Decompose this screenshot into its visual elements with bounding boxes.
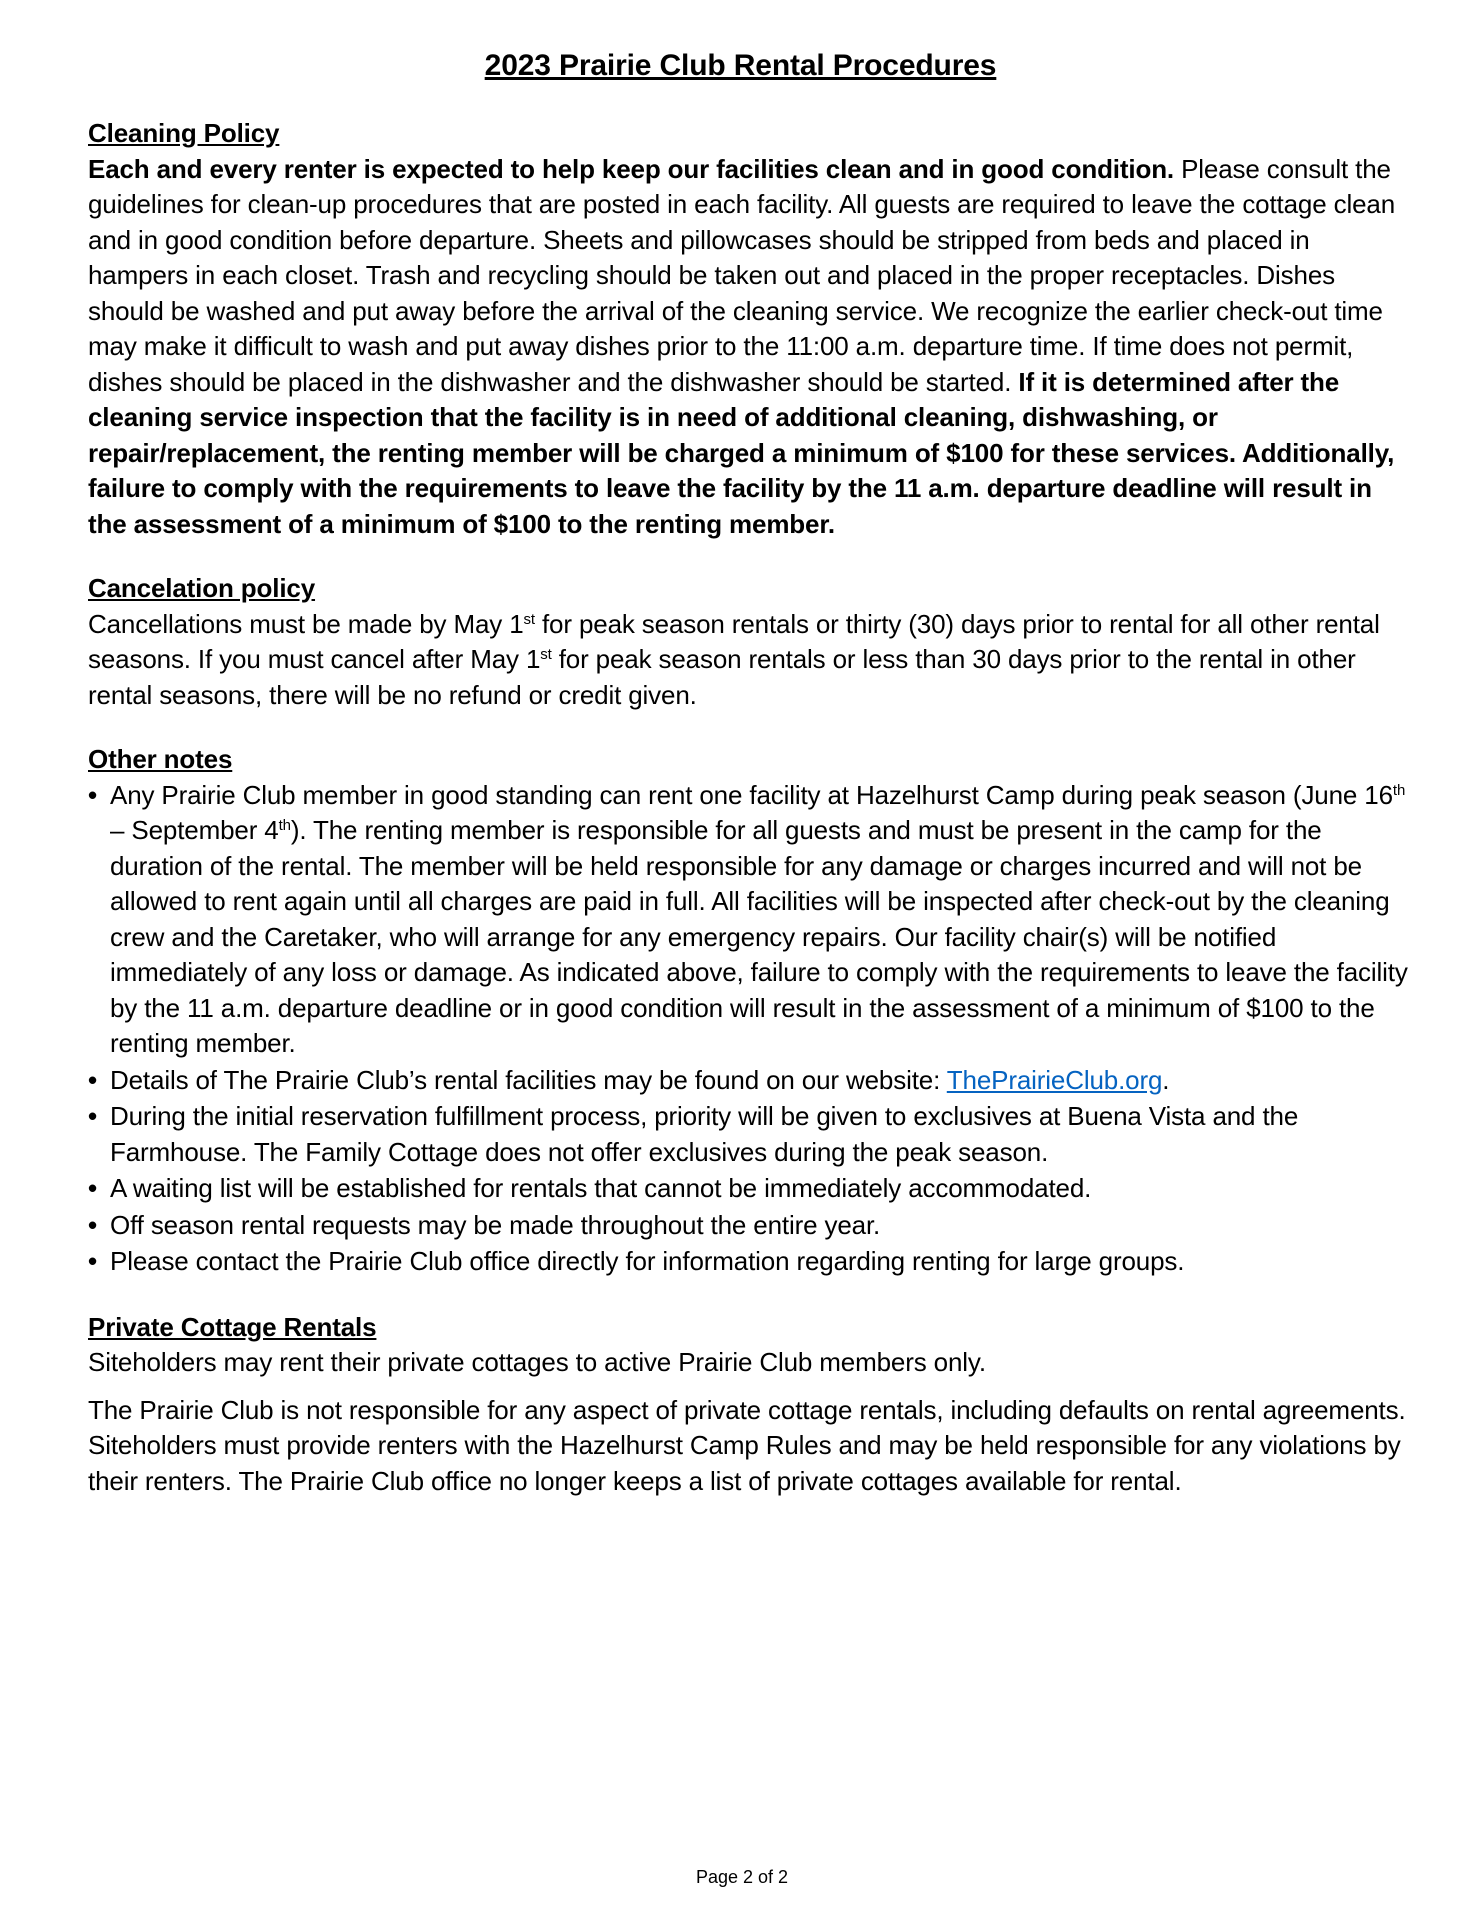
private-cottage-section	[88, 1310, 1408, 1500]
list-item	[88, 1063, 1408, 1099]
list-item	[88, 1099, 1408, 1170]
page-title: 2023 Prairie Club Rental Procedures	[484, 49, 997, 82]
note-text-part: Any Prairie Club member in good standing can rent one facility at Hazelhurst Camp during peak season (June 16	[110, 779, 1393, 810]
note-text-part: ). The renting member is responsible for all guests and must be present in the camp for the duration of the rental. The member will be held responsible for any damage or charges incurred and will not be allowed to rent again until all charges are paid in full. All facilities will be inspected after check-out by the cleaning crew and the Caretaker, who will arrange for any emergency repairs. Our facility chair(s) will be notified immediately of any loss or damage. As indicated above, failure to comply with the requirements to leave the facility by the 11 a.m. departure deadline or in good condition will result in the assessment of a minimum of $100 to the renting member.	[110, 815, 1408, 1058]
ordinal-suffix: th	[1392, 781, 1406, 799]
list-item	[88, 1244, 1408, 1280]
website-link[interactable]: ThePrairieClub.org	[946, 1064, 1163, 1095]
ordinal-suffix: st	[523, 610, 535, 628]
cleaning-body: Please consult the guidelines for clean-up procedures that are posted in each facility. All guests are required to leave the cottage clean and in good condition before departure. Sheets and pillowcases should be stripped from beds and placed in hampers in each closet. Trash and recycling should be taken out and placed in the proper receptacles. Dishes should be washed and put away before the arrival of the cleaning service. We recognize the earlier check-out time may make it difficult to wash and put away dishes prior to the 11:00 a.m. departure time. If time does not permit, dishes should be placed in the dishwasher and the dishwasher should be started.	[88, 153, 1396, 397]
cancelation-text-part: for peak season rentals or less than 30 days prior to the rental in other rental seasons, there will be no refund or credit given.	[88, 644, 1356, 710]
bullet-icon: •	[88, 1246, 97, 1276]
bullet-icon: •	[88, 1173, 97, 1203]
cleaning-policy-heading: Cleaning Policy	[88, 118, 280, 148]
note-text: Please contact the Prairie Club office directly for information regarding renting for large groups.	[110, 1246, 1185, 1276]
cleaning-policy-section	[88, 116, 1408, 542]
ordinal-suffix: th	[278, 817, 291, 834]
other-notes-heading: Other notes	[88, 744, 233, 774]
private-cottage-line: Siteholders may rent their private cottages to active Prairie Club members only.	[88, 1347, 986, 1377]
list-item	[88, 1208, 1408, 1244]
cancelation-policy-heading: Cancelation policy	[88, 573, 316, 603]
cleaning-policy-text	[88, 152, 1408, 543]
cleaning-lead-bold: Each and every renter is expected to help keep our facilities clean and in good condition.	[88, 153, 1175, 184]
ordinal-suffix: st	[540, 646, 552, 663]
page-number: Page 2 of 2	[695, 1867, 789, 1887]
bullet-icon: •	[88, 1101, 97, 1131]
other-notes-list	[88, 778, 1408, 1280]
private-cottage-heading: Private Cottage Rentals	[88, 1311, 377, 1342]
note-text-part: .	[1162, 1064, 1170, 1095]
cleaning-tail-bold: If it is determined after the cleaning service inspection that the facility is in need of additional cleaning, dishwashing, or repair/replacement, the renting member will be charged a minimum of $100 for these services. Additionally, failure to comply with the requirements to leave the facility by the 11 a.m. departure deadline will result in the assessment of a minimum of $100 to the renting member.	[88, 366, 1395, 539]
document-page	[88, 40, 1408, 1499]
note-text: A waiting list will be established for rentals that cannot be immediately accommodated.	[110, 1173, 1092, 1203]
cancelation-policy-text	[88, 607, 1408, 714]
list-item	[88, 1171, 1408, 1207]
note-text-part: Details of The Prairie Club’s rental facilities may be found on our website:	[110, 1064, 947, 1095]
private-cottage-paragraph: The Prairie Club is not responsible for any aspect of private cottage rentals, including defaults on rental agreements. Siteholders must provide renters with the Hazelhurst Camp Rules and may be held responsible for any violations by their renters. The Prairie Club office no longer keeps a list of private cottages available for rental.	[88, 1394, 1406, 1496]
other-notes-section	[88, 742, 1408, 1280]
note-text: Off season rental requests may be made throughout the entire year.	[110, 1209, 881, 1240]
cancelation-text-part: for peak season rentals or thirty (30) days prior to rental for all other rental seasons. If you must cancel after May 1	[88, 608, 1380, 674]
bullet-icon: •	[88, 1209, 97, 1240]
bullet-icon: •	[88, 779, 97, 810]
bullet-icon: •	[88, 1064, 97, 1095]
note-text-part: – September 4	[110, 815, 279, 845]
cancelation-text-part: Cancellations must be made by May 1	[88, 608, 524, 639]
note-text: During the initial reservation fulfillment process, priority will be given to exclusives at Buena Vista and the Farmhouse. The Family Cottage does not offer exclusives during the peak season.	[110, 1101, 1299, 1167]
cancelation-policy-section	[88, 571, 1408, 713]
list-item	[88, 778, 1408, 1062]
